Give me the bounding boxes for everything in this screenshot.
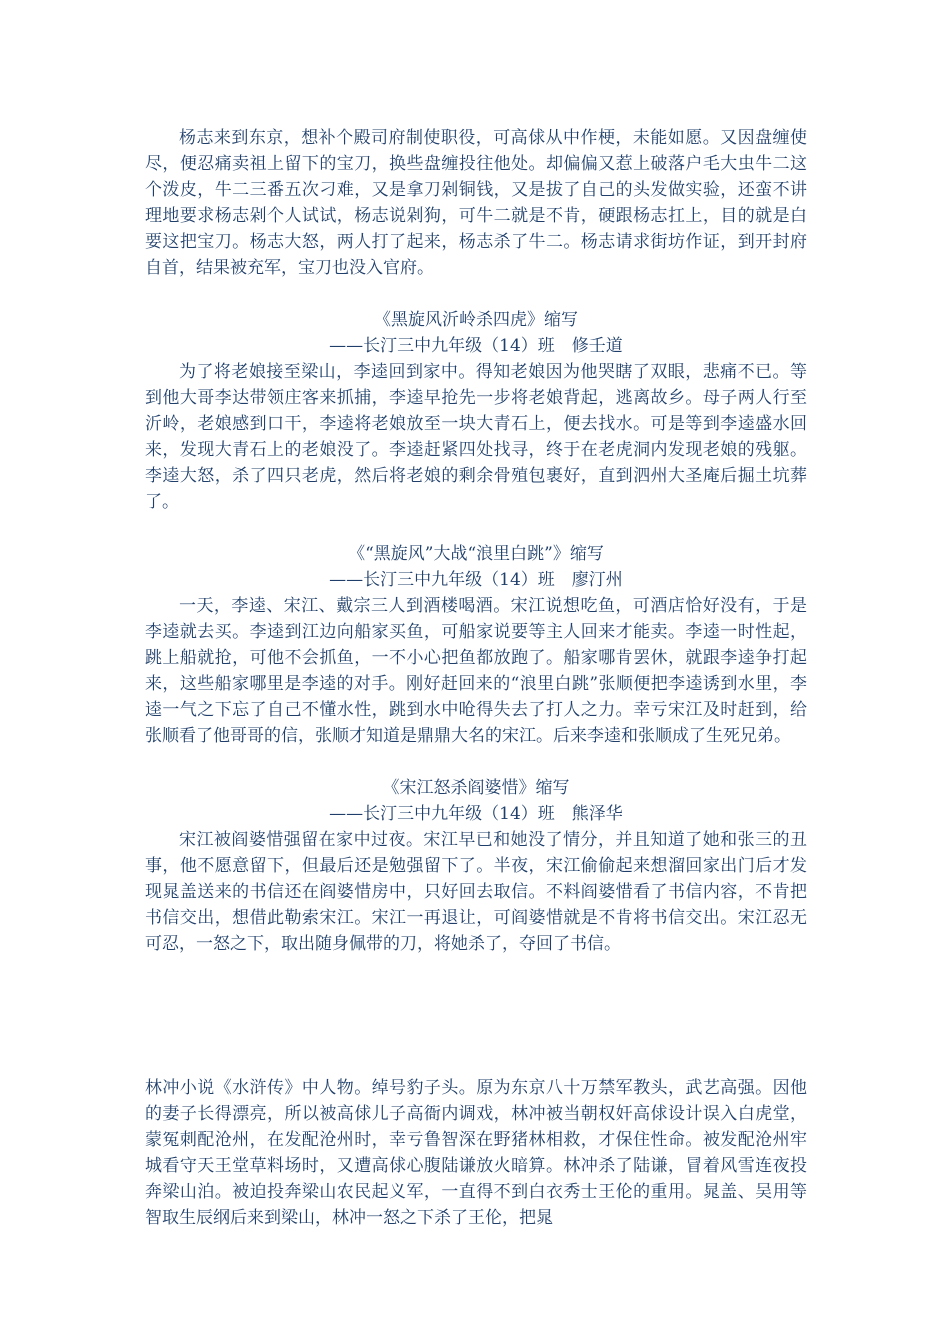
yangzhi-paragraph: 杨志来到东京，想补个殿司府制使职役，可高俅从中作梗，未能如愿。又因盘缠使尽，便忍痛卖祖上留下的宝刀，换些盘缠投往他处。却偏偏又惹上破落户毛大虫牛二这个泼皮，牛二三番五次刁难，又是拿刀剁铜钱，又是拔了自己的头发做实验，还蛮不讲理地要求杨志剁个人试试，杨志说剁狗，可牛二就是不肯，硬跟杨志扛上，目的就是白要这把宝刀。杨志大怒，两人打了起来，杨志杀了牛二。杨志请求街坊作证，到开封府自首，结果被充军，宝刀也没入官府。 <box>145 128 807 278</box>
likui-zhangshun-paragraph: 一天，李逵、宋江、戴宗三人到酒楼喝酒。宋江说想吃鱼，可酒店恰好没有，于是李逵就去买。李逵到江边向船家买鱼，可船家说要等主人回来才能卖。李逵一时性起，跳上船就抢，可他不会抓鱼，一不小心把鱼都放跑了。船家哪肯罢休，就跟李逵争打起来，这些船家哪里是李逵的对手。刚好赶回来的“浪里白跳”张顺便把李逵诱到水里，李逵一气之下忘了自己不懂水性，跳到水中呛得失去了打人之力。幸亏宋江及时赶到，给张顺看了他哥哥的信，张顺才知道是鼎鼎大名的宋江。后来李逵和张顺成了生死兄弟。 <box>145 596 807 746</box>
songjiang-author: ——长汀三中九年级（14）班 熊泽华 <box>329 804 623 824</box>
likui-tigers-paragraph: 为了将老娘接至梁山，李逵回到家中。得知老娘因为他哭瞎了双眼，悲痛不已。等到他大哥李达带领庄客来抓捕，李逵早抢先一步将老娘背起，逃离故乡。母子两人行至沂岭，老娘感到口干，李逵将老娘放至一块大青石上，便去找水。可是等到李逵盛水回来，发现大青石上的老娘没了。李逵赶紧四处找寻，终于在老虎洞内发现老娘的残躯。李逵大怒，杀了四只老虎，然后将老娘的剩余骨殖包裹好，直到泗州大圣庵后掘土坑葬了。 <box>145 362 807 512</box>
songjiang-title: 《宋江怒杀阎婆惜》缩写 <box>382 778 570 798</box>
section-gap <box>145 515 807 541</box>
section-gap <box>145 749 807 775</box>
likui-zhangshun-author: ——长汀三中九年级（14）班 廖汀州 <box>329 570 623 590</box>
lower-text-block <box>145 1075 807 1231</box>
songjiang-paragraph: 宋江被阎婆惜强留在家中过夜。宋江早已和她没了情分，并且知道了她和张三的丑事，他不愿意留下，但最后还是勉强留下了。半夜，宋江偷偷起来想溜回家出门后才发现晁盖送来的书信还在阎婆惜房中，只好回去取信。不料阎婆惜看了书信内容，不肯把书信交出，想借此勒索宋江。宋江一再退让，可阎婆惜就是不肯将书信交出。宋江忍无可忍，一怒之下，取出随身佩带的刀，将她杀了，夺回了书信。 <box>145 830 807 954</box>
likui-tigers-author: ——长汀三中九年级（14）班 修壬道 <box>329 336 623 356</box>
likui-tigers-title: 《黑旋风沂岭杀四虎》缩写 <box>374 310 578 330</box>
linchong-paragraph: 林冲小说《水浒传》中人物。绰号豹子头。原为东京八十万禁军教头，武艺高强。因他的妻子长得漂亮，所以被高俅儿子高衙内调戏，林冲被当朝权奸高俅设计误入白虎堂，蒙冤刺配沧州，在发配沧州时，幸亏鲁智深在野猪林相救，才保住性命。被发配沧州牢城看守天王堂草料场时，又遭高俅心腹陆谦放火暗算。林冲杀了陆谦，冒着风雪连夜投奔梁山泊。被迫投奔梁山农民起义军，一直得不到白衣秀士王伦的重用。晁盖、吴用等智取生辰纲后来到梁山，林冲一怒之下杀了王伦，把晁 <box>145 1078 807 1228</box>
section-gap <box>145 281 807 307</box>
upper-text-block <box>145 125 807 957</box>
likui-zhangshun-title: 《“黑旋风”大战“浪里白跳”》缩写 <box>348 544 604 564</box>
